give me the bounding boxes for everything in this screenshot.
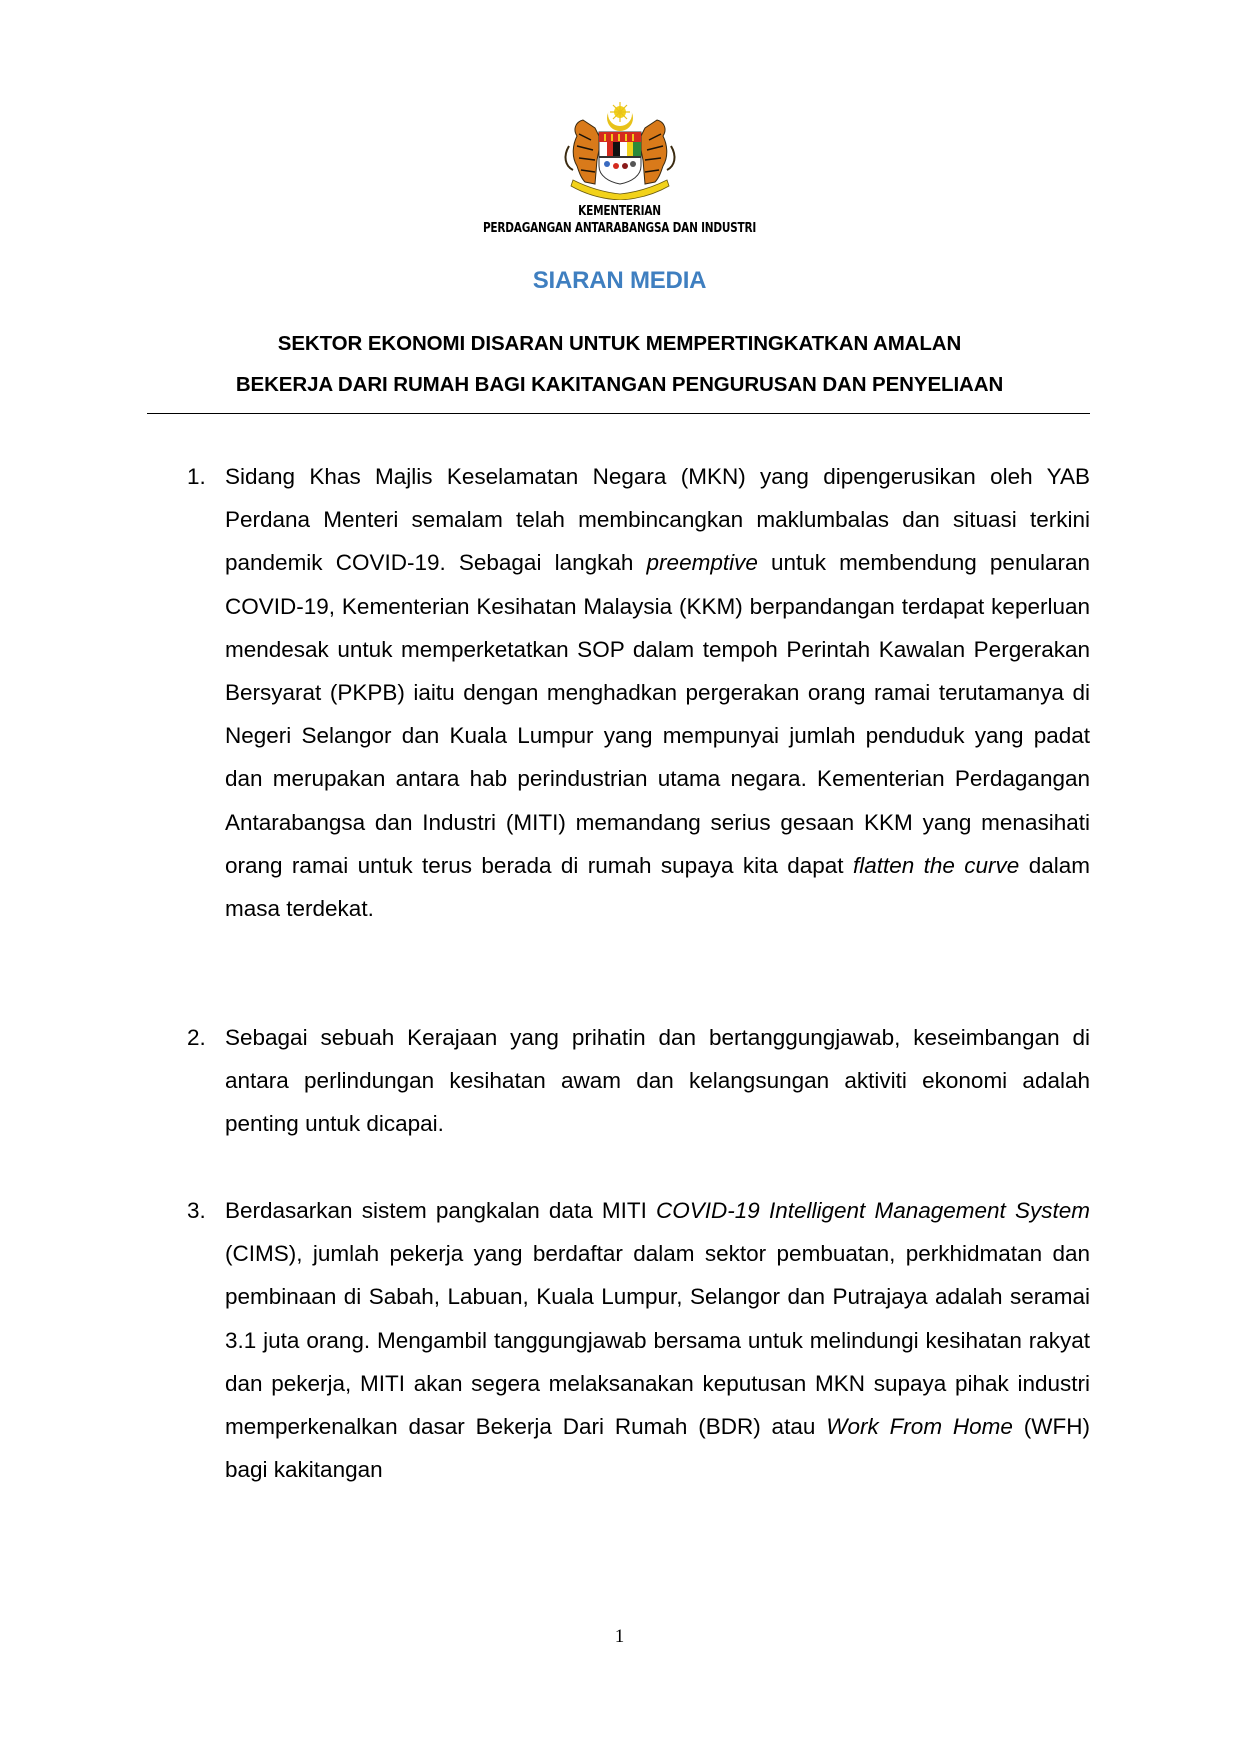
headline-line1: SEKTOR EKONOMI DISARAN UNTUK MEMPERTINGKATKAN AMALAN	[277, 332, 962, 355]
italic-term: flatten the curve	[852, 852, 1020, 878]
text-segment: dalam masa terdekat.	[225, 852, 1090, 922]
paragraph-number: 3.	[187, 1198, 206, 1223]
text-segment: (CIMS), jumlah pekerja yang berdaftar dalam sektor pembuatan, perkhidmatan dan pembinaan di Sabah, Labuan, Kuala Lumpur, Selangor dan Putrajaya adalah seramai 3.1 juta orang. Mengambil tanggungjawab bersama untuk melindungi kesihatan rakyat dan pekerja, MITI akan segera melaksanakan keputusan MKN supaya pihak industri memperkenalkan dasar Bekerja Dari Rumah (BDR) atau	[225, 1241, 1090, 1440]
italic-term: preemptive	[646, 550, 758, 576]
headline-line2: BEKERJA DARI RUMAH BAGI KAKITANGAN PENGURUSAN DAN PENYELIAAN	[235, 373, 1004, 396]
paragraph-1	[187, 455, 1090, 930]
paragraph-2	[187, 1016, 1090, 1146]
paragraph-3	[187, 1189, 1090, 1491]
paragraph-number: 1.	[187, 464, 206, 489]
text-segment: (WFH) bagi kakitangan	[225, 1414, 1091, 1483]
ministry-name-line2: PERDAGANGAN ANTARABANGSA DAN INDUSTRI	[482, 220, 757, 236]
text-segment: Berdasarkan sistem pangkalan data MITI	[225, 1198, 657, 1223]
paragraph-text	[225, 455, 1090, 930]
text-segment: untuk membendung penularan COVID-19, Kementerian Kesihatan Malaysia (KKM) berpandangan terdapat keperluan mendesak untuk memperketatkan SOP dalam tempoh Perintah Kawalan Pergerakan Bersyarat (PKPB) iaitu dengan menghadkan pergerakan orang ramai terutamanya di Negeri Selangor dan Kuala Lumpur yang mempunyai jumlah penduduk yang padat dan merupakan antara hab perindustrian utama negara. Kementerian Perdagangan Antarabangsa dan Industri (MITI) memandang serius gesaan KKM yang menasihati orang ramai untuk terus berada di rumah supaya kita dapat	[225, 550, 1090, 878]
text-segment: Sebagai sebuah Kerajaan yang prihatin dan bertanggungjawab, keseimbangan di antara perlindungan kesihatan awam dan kelangsungan aktiviti ekonomi adalah penting untuk dicapai.	[225, 1025, 1090, 1137]
malaysia-coat-of-arms-icon	[555, 100, 685, 200]
paragraph-number: 2.	[187, 1025, 206, 1050]
page-number: 1	[614, 1626, 625, 1647]
paragraph-text	[225, 1016, 1090, 1146]
italic-term: COVID-19 Intelligent Management System	[656, 1198, 1090, 1223]
paragraph-text	[225, 1189, 1090, 1491]
text-segment: Sidang Khas Majlis Keselamatan Negara (MKN) yang dipengerusikan oleh YAB Perdana Menteri semalam telah membincangkan maklumbalas dan situasi terkini pandemik COVID-19. Sebagai langkah	[225, 464, 1090, 576]
header-divider	[147, 413, 1090, 414]
ministry-name-line1: KEMENTERIAN	[578, 203, 661, 219]
italic-term: Work From Home	[826, 1414, 1013, 1440]
document-type-label: SIARAN MEDIA	[532, 267, 707, 294]
